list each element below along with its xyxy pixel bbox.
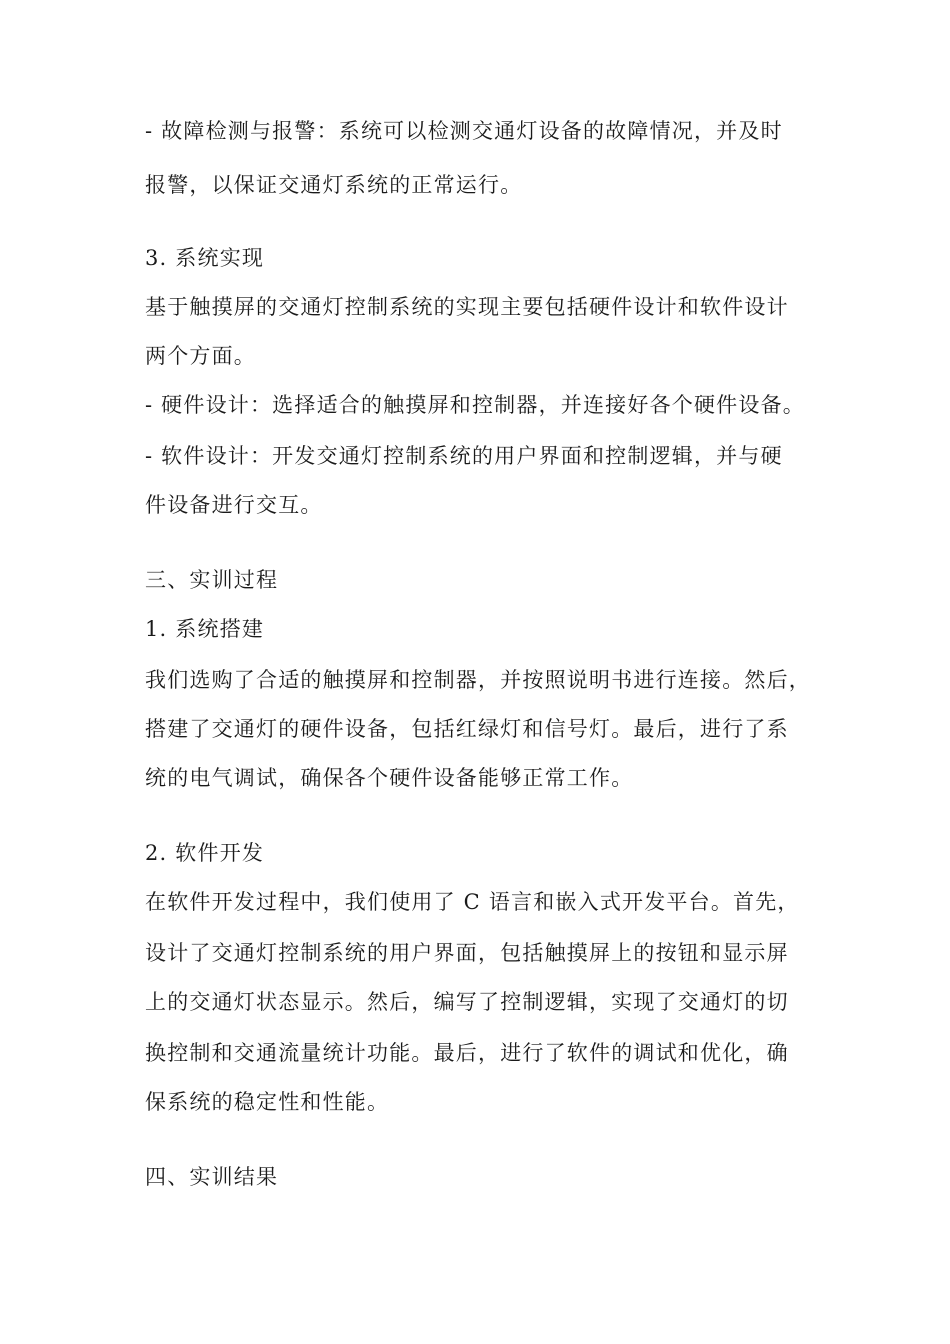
system-build-line-2: 搭建了交通灯的硬件设备，包括红绿灯和信号灯。最后，进行了系 [145, 717, 789, 741]
section-heading-training-process: 三、实训过程 [145, 568, 279, 592]
software-dev-line-2: 设计了交通灯控制系统的用户界面，包括触摸屏上的按钮和显示屏 [145, 941, 789, 965]
subsection-heading-system-build: 1. 系统搭建 [145, 617, 265, 641]
software-dev-line-5: 保系统的稳定性和性能。 [145, 1090, 390, 1114]
system-impl-intro-line-1: 基于触摸屏的交通灯控制系统的实现主要包括硬件设计和软件设计 [145, 295, 789, 319]
subsection-heading-software-dev: 2. 软件开发 [145, 841, 265, 865]
hardware-design-item: - 硬件设计：选择适合的触摸屏和控制器，并连接好各个硬件设备。 [145, 393, 805, 417]
fault-item-line-2: 报警，以保证交通灯系统的正常运行。 [145, 173, 523, 197]
software-dev-line-1: 在软件开发过程中，我们使用了 C 语言和嵌入式开发平台。首先， [145, 890, 800, 914]
system-build-line-1: 我们选购了合适的触摸屏和控制器，并按照说明书进行连接。然后， [145, 668, 811, 692]
software-dev-line-4: 换控制和交通流量统计功能。最后，进行了软件的调试和优化，确 [145, 1041, 789, 1065]
software-design-item-line-2: 件设备进行交互。 [145, 493, 323, 517]
software-design-item-line-1: - 软件设计：开发交通灯控制系统的用户界面和控制逻辑，并与硬 [145, 444, 783, 468]
system-build-line-3: 统的电气调试，确保各个硬件设备能够正常工作。 [145, 766, 634, 790]
section-heading-training-result: 四、实训结果 [145, 1165, 279, 1189]
software-dev-line-3: 上的交通灯状态显示。然后，编写了控制逻辑，实现了交通灯的切 [145, 990, 789, 1014]
fault-item-line-1: - 故障检测与报警：系统可以检测交通灯设备的故障情况，并及时 [145, 119, 783, 143]
system-impl-intro-line-2: 两个方面。 [145, 344, 256, 368]
section-heading-system-impl: 3. 系统实现 [145, 246, 265, 270]
